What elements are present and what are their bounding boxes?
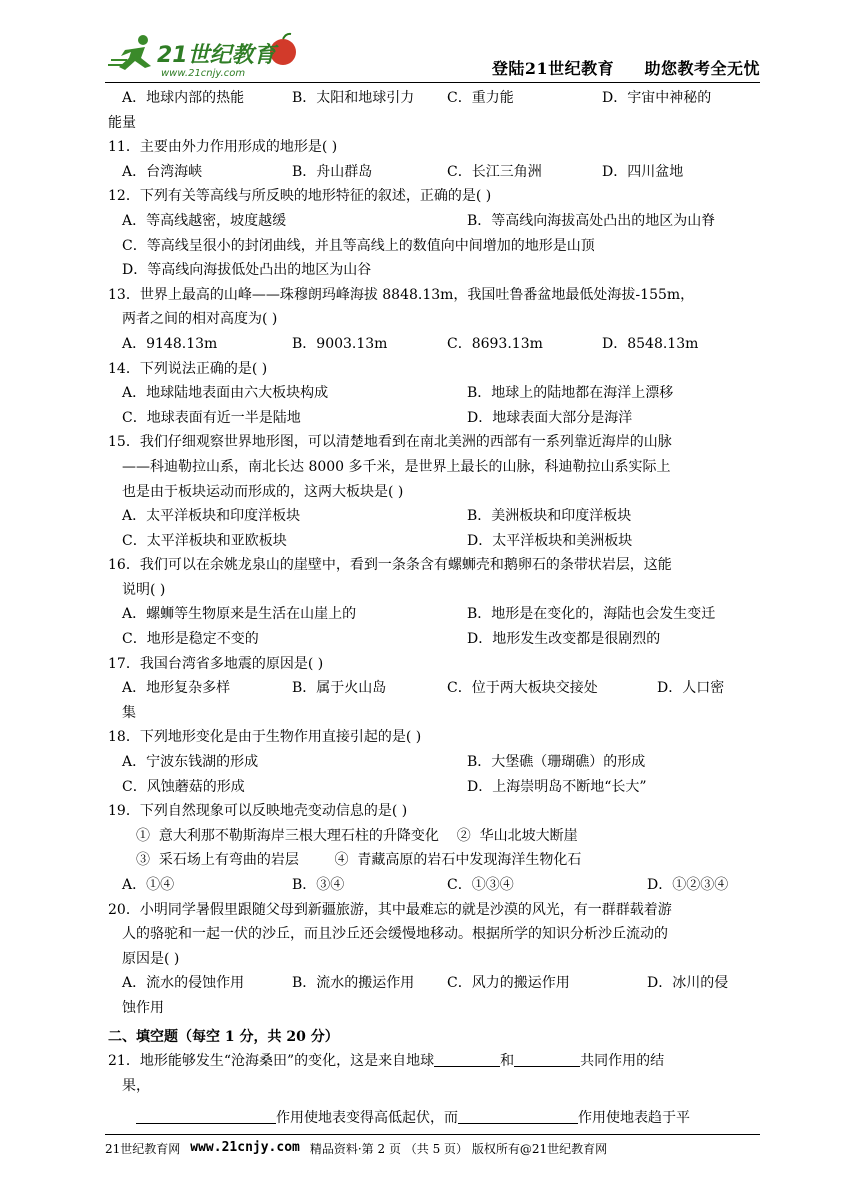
q12-option-c: C．等高线呈很小的封闭曲线，并且等高线上的数值向中间增加的地形是山顶 bbox=[122, 237, 595, 254]
footer-divider bbox=[105, 1134, 760, 1135]
q12-option-d: D．等高线向海拔低处凸出的地区为山谷 bbox=[122, 262, 372, 279]
q20-option-a: A．流水的侵蚀作用 bbox=[122, 975, 245, 992]
q17-option-c: C．位于两大板块交接处 bbox=[447, 680, 598, 697]
q21-line-1 bbox=[108, 1049, 758, 1074]
q15-stem-2: ——科迪勒拉山系，南北长达 8000 多千米，是世界上最长的山脉，科迪勒拉山系实际上 bbox=[122, 458, 671, 475]
q16-options-cd bbox=[108, 627, 758, 652]
q17-option-d: D．人口密 bbox=[657, 680, 725, 697]
q12-stem: 12．下列有关等高线与所反映的地形特征的叙述，正确的是( ) bbox=[108, 188, 492, 205]
q19-item-line-2: ③ 采石场上有弯曲的岩层 ④ 青藏高原的岩石中发现海洋生物化石 bbox=[136, 852, 582, 869]
q18-option-b: B．大堡礁（珊瑚礁）的形成 bbox=[467, 754, 646, 771]
q13-stem-1: 13．世界上最高的山峰——珠穆朗玛峰海拔 8848.13m，我国吐鲁番盆地最低处海拔-155m， bbox=[108, 286, 695, 303]
q10-option-d: D．宇宙中神秘的 bbox=[602, 90, 712, 106]
q17-stem: 17．我国台湾省多地震的原因是( ) bbox=[108, 655, 324, 672]
q16-option-a: A．螺蛳等生物原来是生活在山崖上的 bbox=[122, 606, 357, 623]
q15-stem-3: 也是由于板块运动而形成的，这两大板块是( ) bbox=[122, 483, 404, 500]
q16-stem-1: 16．我们可以在余姚龙泉山的崖壁中，看到一条条含有螺蛳壳和鹅卵石的条带状岩层，这能 bbox=[108, 557, 672, 574]
header-slogan: 登陆21世纪教育 助您教考全无忧 bbox=[491, 59, 760, 78]
footer-site: 21世纪教育网 bbox=[105, 1142, 181, 1156]
q19-stem: 19．下列自然现象可以反映地壳变动信息的是( ) bbox=[108, 803, 408, 820]
q14-option-b: B．地球上的陆地都在海洋上漂移 bbox=[467, 385, 674, 402]
q15-option-a: A．太平洋板块和印度洋板块 bbox=[122, 508, 301, 525]
q21-text-6: 作用使地表趋于平 bbox=[578, 1110, 690, 1127]
q11-options bbox=[108, 160, 758, 185]
q15-options-cd bbox=[108, 529, 758, 554]
q14-stem: 14．下列说法正确的是( ) bbox=[108, 360, 268, 377]
q21-text-3: 共同作用的结 bbox=[580, 1053, 665, 1070]
q14-options-ab bbox=[108, 381, 758, 406]
q16-option-d: D．地形发生改变都是很剧烈的 bbox=[467, 631, 661, 648]
q16-option-b: B．地形是在变化的，海陆也会发生变迁 bbox=[467, 606, 716, 623]
footer-url[interactable]: www.21cnjy.com bbox=[190, 1140, 300, 1155]
q17-option-b: B．属于火山岛 bbox=[292, 680, 387, 697]
q15-stem-1: 15．我们仔细观察世界地形图，可以清楚地看到在南北美洲的西部有一系列靠近海岸的山脉 bbox=[108, 434, 672, 451]
q14-option-a: A．地球陆地表面由六大板块构成 bbox=[122, 385, 329, 402]
q19-option-b: B．③④ bbox=[292, 877, 345, 893]
q20-options bbox=[108, 971, 758, 996]
q10-option-d-wrap: 能量 bbox=[108, 114, 136, 131]
q17-option-a: A．地形复杂多样 bbox=[122, 680, 231, 697]
q13-stem-2: 两者之间的相对高度为( ) bbox=[122, 311, 278, 328]
q15-option-d: D．太平洋板块和美洲板块 bbox=[467, 532, 633, 549]
q18-option-a: A．宁波东钱湖的形成 bbox=[122, 754, 259, 771]
q10-option-a: A．地球内部的热能 bbox=[122, 90, 245, 106]
q13-option-b: B．9003.13m bbox=[292, 335, 388, 352]
q15-option-c: C．太平洋板块和亚欧板块 bbox=[122, 532, 287, 549]
q21-blank-3[interactable] bbox=[136, 1108, 276, 1124]
q20-option-d-wrap: 蚀作用 bbox=[122, 999, 164, 1016]
q19-item-line-1: ① 意大利那不勒斯海岸三根大理石柱的升降变化 ② 华山北坡大断崖 bbox=[136, 827, 578, 844]
q18-options-ab bbox=[108, 750, 758, 775]
q16-options-ab bbox=[108, 602, 758, 627]
q12-options-ab bbox=[108, 209, 758, 234]
q12-option-b: B．等高线向海拔高处凸出的地区为山脊 bbox=[467, 212, 716, 229]
q18-stem: 18．下列地形变化是由于生物作用直接引起的是( ) bbox=[108, 729, 422, 746]
q11-option-c: C．长江三角洲 bbox=[447, 163, 542, 180]
q20-stem-3: 原因是( ) bbox=[122, 950, 180, 967]
q21-text-2: 和 bbox=[500, 1053, 515, 1070]
q11-stem: 11．主要由外力作用形成的地形是( ) bbox=[108, 139, 338, 156]
q18-option-c: C．风蚀蘑菇的形成 bbox=[122, 778, 245, 795]
q14-options-cd bbox=[108, 406, 758, 431]
q12-option-a: A．等高线越密，坡度越缓 bbox=[122, 212, 287, 229]
q18-options-cd bbox=[108, 775, 758, 800]
q20-option-b: B．流水的搬运作用 bbox=[292, 975, 415, 992]
q19-option-d: D．①②③④ bbox=[647, 877, 729, 893]
q11-option-a: A．台湾海峡 bbox=[122, 163, 203, 180]
q10-option-b: B．太阳和地球引力 bbox=[292, 90, 415, 106]
q15-options-ab bbox=[108, 504, 758, 529]
section-title-fill-in: 二、填空题（每空 1 分，共 20 分） bbox=[108, 1028, 339, 1045]
q13-option-c: C．8693.13m bbox=[447, 335, 543, 352]
q19-options bbox=[108, 873, 758, 898]
q19-option-c: C．①③④ bbox=[447, 877, 514, 893]
q10-option-c: C．重力能 bbox=[447, 90, 514, 106]
q14-option-c: C．地球表面有近一半是陆地 bbox=[122, 409, 301, 426]
q18-option-d: D．上海崇明岛不断地“长大” bbox=[467, 778, 647, 795]
page-header bbox=[105, 30, 760, 82]
q21-text-4: 果， bbox=[122, 1077, 150, 1094]
q13-option-d: D．8548.13m bbox=[602, 335, 699, 352]
q21-text-5: 作用使地表变得高低起伏，而 bbox=[276, 1110, 458, 1127]
q10-options bbox=[108, 86, 758, 111]
logo bbox=[105, 30, 305, 80]
q16-stem-2: 说明( ) bbox=[122, 581, 166, 598]
logo-url: www.21cnjy.com bbox=[161, 68, 246, 79]
q13-option-a: A．9148.13m bbox=[122, 335, 218, 352]
q11-option-d: D．四川盆地 bbox=[602, 163, 684, 180]
q20-option-c: C．风力的搬运作用 bbox=[447, 975, 570, 992]
page-footer bbox=[105, 1140, 760, 1157]
q21-text-1: 21．地形能够发生“沧海桑田”的变化，这是来自地球 bbox=[108, 1053, 435, 1070]
header-divider bbox=[105, 82, 760, 83]
footer-info: 精品资料·第 2 页 （共 5 页） 版权所有@21世纪教育网 bbox=[309, 1142, 608, 1156]
q20-option-d: D．冰川的侵 bbox=[647, 975, 729, 992]
q16-option-c: C．地形是稳定不变的 bbox=[122, 631, 259, 648]
q20-stem-2: 人的骆驼和一起一伏的沙丘，而且沙丘还会缓慢地移动。根据所学的知识分析沙丘流动的 bbox=[122, 926, 668, 943]
runner-icon bbox=[108, 35, 151, 70]
q13-options bbox=[108, 332, 758, 357]
q14-option-d: D．地球表面大部分是海洋 bbox=[467, 409, 633, 426]
q20-stem-1: 20．小明同学暑假里跟随父母到新疆旅游，其中最难忘的就是沙漠的风光，有一群群载着游 bbox=[108, 901, 672, 918]
q17-option-d-wrap: 集 bbox=[122, 704, 136, 721]
q15-option-b: B．美洲板块和印度洋板块 bbox=[467, 508, 632, 525]
q21-blank-2[interactable] bbox=[514, 1051, 580, 1067]
q19-option-a: A．①④ bbox=[122, 877, 175, 893]
logo-text: 21世纪教育 bbox=[157, 43, 276, 68]
q11-option-b: B．舟山群岛 bbox=[292, 163, 373, 180]
q21-blank-1[interactable] bbox=[434, 1051, 500, 1067]
q21-blank-4[interactable] bbox=[458, 1108, 578, 1124]
q17-options bbox=[108, 676, 758, 701]
question-list bbox=[108, 86, 758, 1131]
q21-line-2 bbox=[108, 1106, 758, 1131]
